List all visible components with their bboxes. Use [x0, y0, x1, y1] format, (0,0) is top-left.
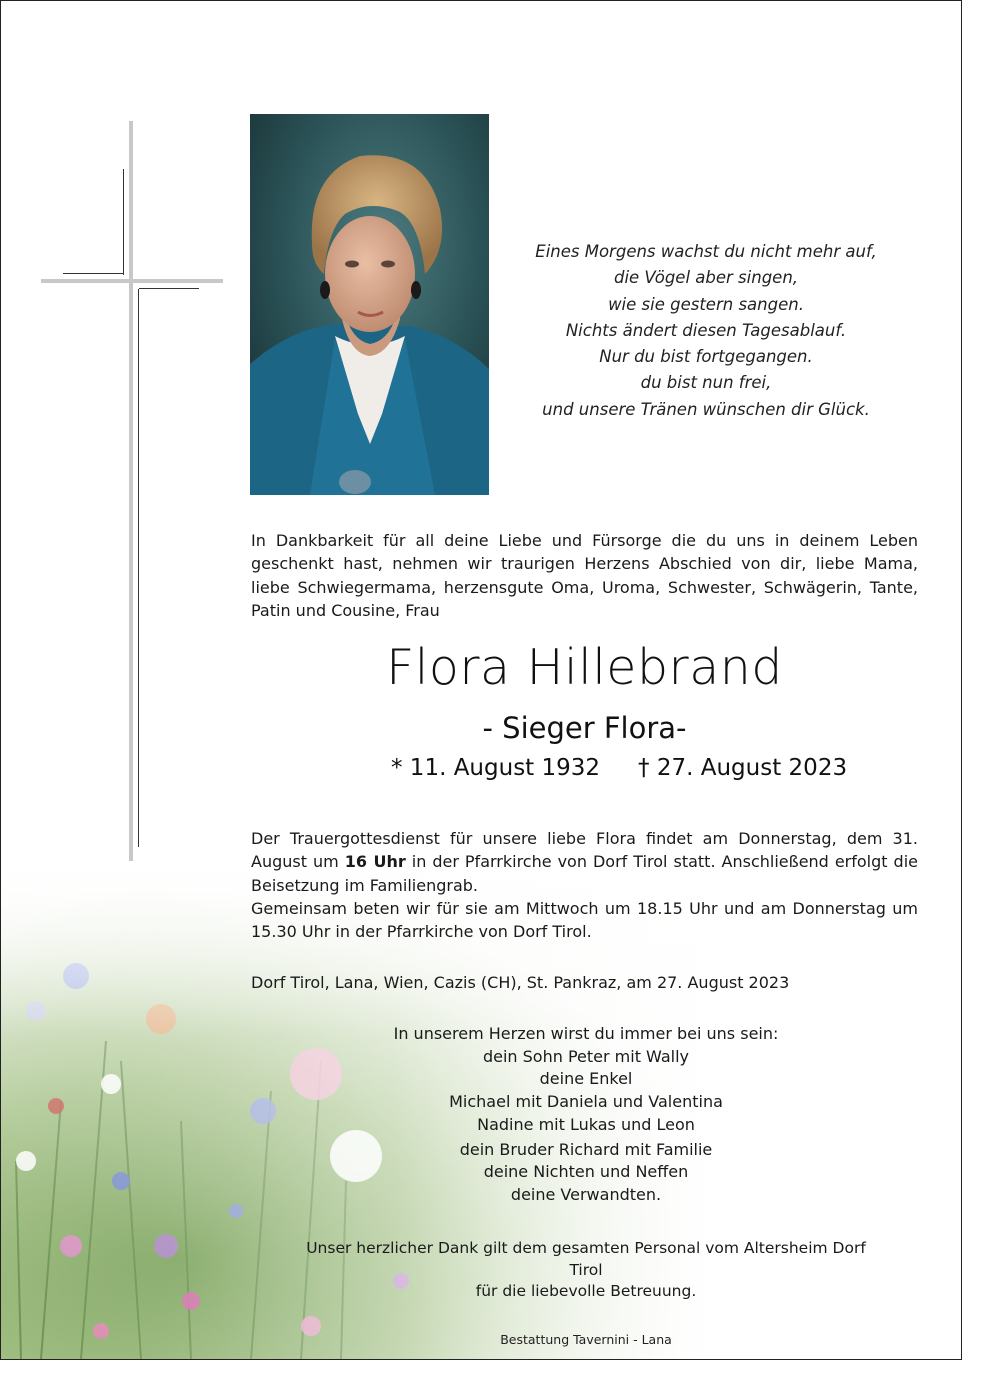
cross-horizontal-bar	[41, 279, 223, 283]
poem-line: du bist nun frei,	[640, 373, 772, 393]
poem-line: Nichts ändert diesen Tagesablauf.	[565, 320, 847, 340]
thanks-line: für die liebevolle Betreuung.	[475, 1282, 697, 1300]
death-date: † 27. August 2023	[638, 755, 848, 781]
mourner-line: deine Verwandten.	[510, 1184, 662, 1204]
mourner-line: Michael mit Daniela und Valentina	[449, 1092, 723, 1112]
cross-vertical-line	[138, 289, 139, 847]
life-dates	[391, 755, 848, 781]
poem-line: und unsere Tränen wünschen dir Glück.	[542, 399, 870, 419]
poem-line: Nur du bist fortgegangen.	[599, 347, 813, 367]
service-paragraph	[251, 827, 918, 943]
deceased-name: Flora Hillebrand	[386, 639, 783, 696]
intro-paragraph: In Dankbarkeit für all deine Liebe und Fürsorge die du uns in deinem Leben geschenkt hast, nehmen wir traurigen Herzens Abschied von dir, liebe Mama, liebe Schwiegermama, herzensgute Oma, Uroma, Schwester, Schwägerin, Tante, Patin und Cousine, Frau	[251, 531, 918, 620]
places-and-date: Dorf Tirol, Lana, Wien, Cazis (CH), St. Pankraz, am 27. August 2023	[251, 973, 790, 992]
prayer-text: Gemeinsam beten wir für sie am Mittwoch um 18.15 Uhr und am Donnerstag um 15.30 Uhr in der Pfarrkirche von Dorf Tirol.	[251, 898, 918, 942]
service-time: 16 Uhr	[344, 852, 406, 872]
mourner-line: dein Sohn Peter mit Wally	[482, 1046, 690, 1066]
poem-line: die Vögel aber singen,	[613, 268, 799, 288]
cross-vertical-line-upper	[123, 169, 124, 275]
poem-line: Eines Morgens wachst du nicht mehr auf,	[535, 242, 877, 261]
thanks-note	[291, 1238, 881, 1303]
birth-date: * 11. August 1932	[391, 755, 601, 781]
cross-horizontal-line-left	[63, 273, 124, 274]
cross-vertical-bar	[129, 121, 133, 866]
thanks-line: Unser herzlicher Dank gilt dem gesamten Personal vom Altersheim Dorf Tirol	[306, 1239, 866, 1279]
mourner-line: deine Enkel	[539, 1069, 633, 1089]
mourner-line: Nadine mit Lukas und Leon	[477, 1114, 695, 1134]
cross-horizontal-line-right	[139, 288, 199, 289]
poem	[521, 239, 891, 423]
mourners-list	[331, 1023, 841, 1207]
funeral-home-credit: Bestattung Tavernini - Lana	[500, 1332, 672, 1347]
service-text-part2: in der Pfarrkirche von Dorf Tirol statt. Anschließend erfolgt die Beisetzung im Familiengrab.	[251, 852, 918, 895]
mourner-line: deine Nichten und Neffen	[483, 1162, 689, 1182]
mourner-line: In unserem Herzen wirst du immer bei uns sein:	[393, 1024, 779, 1043]
mourner-line: dein Bruder Richard mit Familie	[459, 1139, 713, 1159]
service-text-part1: Der Trauergottesdienst für unsere liebe Flora findet am Donnerstag, dem 31. August um	[251, 829, 918, 872]
portrait-photo	[250, 114, 489, 495]
deceased-nickname: - Sieger Flora-	[482, 711, 687, 745]
poem-line: wie sie gestern sangen.	[608, 294, 804, 314]
